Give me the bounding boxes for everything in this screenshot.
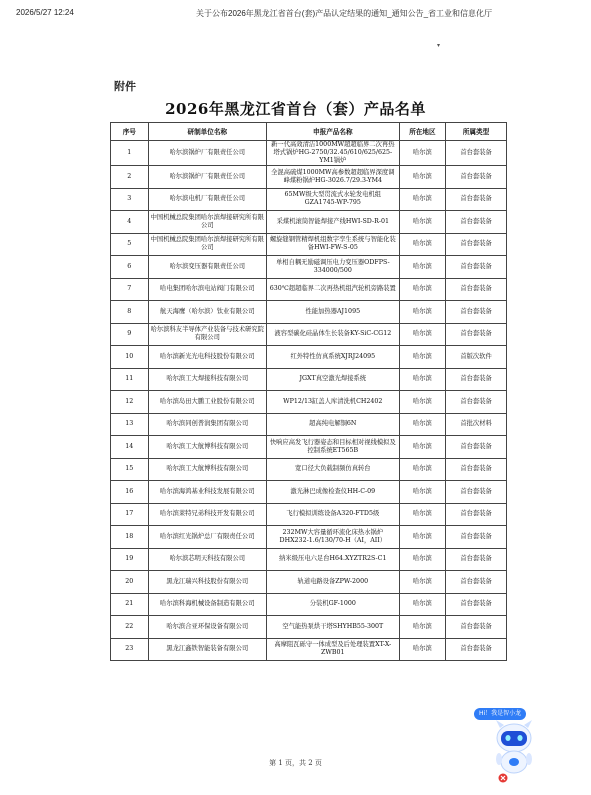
cell-product: 红外特性仿真系统XJRJ24095 xyxy=(266,346,399,369)
robot-mascot-icon[interactable] xyxy=(490,718,538,784)
table-row xyxy=(111,278,507,301)
column-header-unit: 研制单位名称 xyxy=(148,123,266,141)
cell-index: 14 xyxy=(111,436,149,459)
cell-region: 哈尔滨 xyxy=(399,301,445,324)
cell-type: 首台套装备 xyxy=(446,638,507,661)
cell-type: 首台套装备 xyxy=(446,458,507,481)
table-row xyxy=(111,481,507,504)
cell-index: 4 xyxy=(111,211,149,234)
close-icon[interactable] xyxy=(499,774,508,783)
cell-unit: 哈尔滨红光锅炉总厂有限责任公司 xyxy=(148,526,266,549)
cell-product: 采煤机滚筒智能焊接产线HWI-SD-R-01 xyxy=(266,211,399,234)
table-row xyxy=(111,141,507,166)
cell-product: 高摩阻瓦砾守一体成型及后处理装置XT-X-ZWB01 xyxy=(266,638,399,661)
table-row xyxy=(111,458,507,481)
cell-product: 分装机GF-1000 xyxy=(266,593,399,616)
cell-region: 哈尔滨 xyxy=(399,368,445,391)
cell-product: 轨道电路设备ZPW-2000 xyxy=(266,571,399,594)
cell-region: 哈尔滨 xyxy=(399,458,445,481)
cell-type: 首台套装备 xyxy=(446,571,507,594)
cell-index: 8 xyxy=(111,301,149,324)
cell-product: 宽口径大负载制频仿真转台 xyxy=(266,458,399,481)
table-row xyxy=(111,188,507,211)
cell-unit: 中国机械总院集团哈尔滨焊接研究所有限公司 xyxy=(148,233,266,256)
cell-type: 首台套装备 xyxy=(446,481,507,504)
cell-type: 首批次材料 xyxy=(446,413,507,436)
cell-index: 7 xyxy=(111,278,149,301)
table-row xyxy=(111,256,507,279)
table-row xyxy=(111,391,507,414)
cell-product: 液容型碳化硅晶体生长装备KY-SiC-CG12 xyxy=(266,323,399,346)
table-row xyxy=(111,166,507,189)
cell-type: 首台套装备 xyxy=(446,323,507,346)
cell-unit: 哈尔滨海鸿基业科技发展有限公司 xyxy=(148,481,266,504)
cell-region: 哈尔滨 xyxy=(399,256,445,279)
column-header-product: 申报产品名称 xyxy=(266,123,399,141)
cell-unit: 哈尔滨合亚环保设备有限公司 xyxy=(148,616,266,639)
cell-product: 螺旋缝钢管精焊机组数字孪生系统与智能化装备HWI-FW-S-05 xyxy=(266,233,399,256)
cell-unit: 哈尔滨科海机械设备制造有限公司 xyxy=(148,593,266,616)
cell-region: 哈尔滨 xyxy=(399,323,445,346)
cell-type: 首台套装备 xyxy=(446,548,507,571)
cell-index: 21 xyxy=(111,593,149,616)
cell-product: 空气能热泵烘干塔SHYHB55-300T xyxy=(266,616,399,639)
cell-product: 纳米级压电六足台H64.XYZTR2S-C1 xyxy=(266,548,399,571)
cell-product: 性能加热器AJ1095 xyxy=(266,301,399,324)
cell-product: 飞行模拟训练设备A320-FTD5级 xyxy=(266,503,399,526)
cell-region: 哈尔滨 xyxy=(399,166,445,189)
cell-region: 哈尔滨 xyxy=(399,503,445,526)
cell-region: 哈尔滨 xyxy=(399,346,445,369)
cell-index: 16 xyxy=(111,481,149,504)
table-row xyxy=(111,548,507,571)
table-row xyxy=(111,571,507,594)
page-footer: 第 1 页，共 2 页 xyxy=(269,759,322,767)
cell-product: 232MW大容量循环流化床热水锅炉DHX232-1.6/130/70-H（AI，AII） xyxy=(266,526,399,549)
cell-unit: 哈尔滨工大航博科技有限公司 xyxy=(148,436,266,459)
cell-product: 快响应高发飞行器姿态和目标相对视线模拟及控制系统ET565B xyxy=(266,436,399,459)
cell-type: 首台套装备 xyxy=(446,188,507,211)
document-title: 2026年黑龙江省首台（套）产品名单 xyxy=(165,100,426,118)
cell-region: 哈尔滨 xyxy=(399,616,445,639)
cell-region: 哈尔滨 xyxy=(399,141,445,166)
cell-unit: 哈尔滨芯明天科技有限公司 xyxy=(148,548,266,571)
cell-index: 5 xyxy=(111,233,149,256)
table-row xyxy=(111,503,507,526)
product-list-table xyxy=(110,122,507,661)
table-body xyxy=(111,141,507,661)
cell-type: 首版次软件 xyxy=(446,346,507,369)
cell-index: 15 xyxy=(111,458,149,481)
cell-unit: 哈尔滨工大焊接科技有限公司 xyxy=(148,368,266,391)
cell-region: 哈尔滨 xyxy=(399,413,445,436)
table-row xyxy=(111,638,507,661)
cell-type: 首台套装备 xyxy=(446,166,507,189)
cell-unit: 哈尔滨岛田大鹏工业股份有限公司 xyxy=(148,391,266,414)
cell-index: 10 xyxy=(111,346,149,369)
assistant-greeting[interactable]: Hi！我是智小龙 xyxy=(474,708,526,720)
cell-type: 首台套装备 xyxy=(446,278,507,301)
cell-unit: 哈电集团哈尔滨电站阀门有限公司 xyxy=(148,278,266,301)
cell-product: 超高纯电解铜6N xyxy=(266,413,399,436)
cell-index: 2 xyxy=(111,166,149,189)
cell-index: 9 xyxy=(111,323,149,346)
cell-index: 13 xyxy=(111,413,149,436)
cell-index: 12 xyxy=(111,391,149,414)
table-row xyxy=(111,593,507,616)
cell-product: WP12/13缸盖人库清洗机CH2402 xyxy=(266,391,399,414)
cell-unit: 黑龙江鑫铁智能装备有限公司 xyxy=(148,638,266,661)
cell-type: 首台套装备 xyxy=(446,301,507,324)
cell-region: 哈尔滨 xyxy=(399,188,445,211)
cell-region: 哈尔滨 xyxy=(399,593,445,616)
cell-region: 哈尔滨 xyxy=(399,548,445,571)
cell-index: 1 xyxy=(111,141,149,166)
column-header-index: 序号 xyxy=(111,123,149,141)
cell-region: 哈尔滨 xyxy=(399,526,445,549)
page-title: 关于公布2026年黑龙江省首台(套)产品认定结果的通知_通知公告_省工业和信息化厅 xyxy=(196,9,493,18)
cell-type: 首台套装备 xyxy=(446,211,507,234)
cell-region: 哈尔滨 xyxy=(399,278,445,301)
table-row xyxy=(111,616,507,639)
cell-type: 首台套装备 xyxy=(446,391,507,414)
table-row xyxy=(111,368,507,391)
cell-region: 哈尔滨 xyxy=(399,233,445,256)
cell-type: 首台套装备 xyxy=(446,436,507,459)
cell-unit: 哈尔滨电机厂有限责任公司 xyxy=(148,188,266,211)
cell-index: 18 xyxy=(111,526,149,549)
cell-index: 20 xyxy=(111,571,149,594)
browser-print-header xyxy=(0,0,591,26)
cell-type: 首台套装备 xyxy=(446,256,507,279)
table-row xyxy=(111,346,507,369)
cell-region: 哈尔滨 xyxy=(399,211,445,234)
cell-product: 激光淋巴成像检查仪HH-C-09 xyxy=(266,481,399,504)
table-row xyxy=(111,413,507,436)
cell-index: 17 xyxy=(111,503,149,526)
cell-index: 22 xyxy=(111,616,149,639)
cell-unit: 哈尔滨变压器有限责任公司 xyxy=(148,256,266,279)
cell-unit: 哈尔滨锅炉厂有限责任公司 xyxy=(148,166,266,189)
cell-region: 哈尔滨 xyxy=(399,638,445,661)
cell-product: 新一代高效清洁1000MW超超临界二次再热塔式锅炉HG-2750/32.45/610/625/625-YM1锅炉 xyxy=(266,141,399,166)
table-row xyxy=(111,526,507,549)
cell-unit: 中国机械总院集团哈尔滨焊接研究所有限公司 xyxy=(148,211,266,234)
cell-unit: 哈尔滨新光光电科技股份有限公司 xyxy=(148,346,266,369)
table-header-row xyxy=(111,123,507,141)
cell-unit: 黑龙江瑞兴科技股份有限公司 xyxy=(148,571,266,594)
cell-type: 首台套装备 xyxy=(446,233,507,256)
cell-product: 单相自耦无励磁调压电力变压器ODFPS-334000/500 xyxy=(266,256,399,279)
table-row xyxy=(111,301,507,324)
scan-mark: ▾ xyxy=(437,42,441,49)
cell-unit: 哈尔滨莱特兄弟科技开发有限公司 xyxy=(148,503,266,526)
cell-region: 哈尔滨 xyxy=(399,436,445,459)
column-header-region: 所在地区 xyxy=(399,123,445,141)
print-datetime: 2026/5/27 12:24 xyxy=(16,8,74,17)
cell-unit: 航天海鹰（哈尔滨）钛业有限公司 xyxy=(148,301,266,324)
attachment-label: 附件 xyxy=(114,80,136,93)
cell-product: 全混高硫煤1000MW高参数超超临界深度调峰煤粉锅炉HG-3026.7/29.3-YM4 xyxy=(266,166,399,189)
cell-type: 首台套装备 xyxy=(446,368,507,391)
cell-index: 6 xyxy=(111,256,149,279)
cell-type: 首台套装备 xyxy=(446,141,507,166)
assistant-widget[interactable] xyxy=(474,708,544,788)
cell-product: JGXT真空激光焊接系统 xyxy=(266,368,399,391)
cell-product: 65MW级大型贯流式水轮发电机组GZA1745-WP-795 xyxy=(266,188,399,211)
cell-product: 630℃超超临界二次再热机组汽轮机旁路装置 xyxy=(266,278,399,301)
cell-index: 23 xyxy=(111,638,149,661)
cell-index: 3 xyxy=(111,188,149,211)
table-row xyxy=(111,436,507,459)
cell-region: 哈尔滨 xyxy=(399,391,445,414)
cell-index: 19 xyxy=(111,548,149,571)
cell-type: 首台套装备 xyxy=(446,526,507,549)
cell-unit: 哈尔滨科友半导体产业装备与技术研究院有限公司 xyxy=(148,323,266,346)
cell-index: 11 xyxy=(111,368,149,391)
cell-region: 哈尔滨 xyxy=(399,571,445,594)
cell-unit: 哈尔滨工大航博科技有限公司 xyxy=(148,458,266,481)
table-row xyxy=(111,323,507,346)
cell-region: 哈尔滨 xyxy=(399,481,445,504)
cell-unit: 哈尔滨同创普润集团有限公司 xyxy=(148,413,266,436)
cell-type: 首台套装备 xyxy=(446,593,507,616)
cell-type: 首台套装备 xyxy=(446,503,507,526)
cell-type: 首台套装备 xyxy=(446,616,507,639)
table-row xyxy=(111,233,507,256)
column-header-type: 所属类型 xyxy=(446,123,507,141)
cell-unit: 哈尔滨锅炉厂有限责任公司 xyxy=(148,141,266,166)
table-row xyxy=(111,211,507,234)
